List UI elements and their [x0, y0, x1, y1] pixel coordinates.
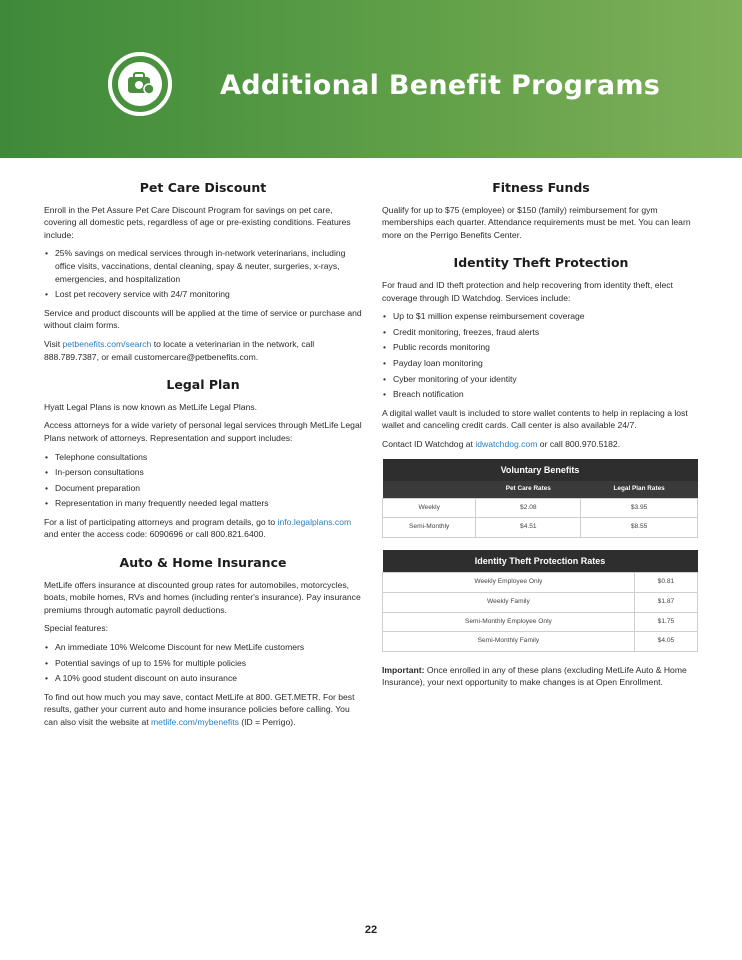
identity-theft-contact: Contact ID Watchdog at idwatchdog.com or call 800.970.5182. [382, 438, 621, 449]
table-cell: Semi-Monthly Employee Only [383, 612, 635, 632]
auto-home-link[interactable]: metlife.com/mybenefits [151, 717, 239, 727]
table-caption: Voluntary Benefits [383, 459, 698, 482]
fitness-p1: Qualify for up to $75 (employee) or $150 (family) reimbursement for gym memberships each quarter. Attendance requirements must be met. You can learn more on the Perrigo Benefits Center. [382, 204, 691, 240]
auto-home-heading: Auto & Home Insurance [119, 555, 287, 571]
table-cell: $0.81 [634, 573, 697, 593]
identity-theft-heading: Identity Theft Protection [453, 255, 629, 271]
identity-theft-rates-table [382, 550, 698, 652]
list-item: • Up to $1 million expense reimbursement coverage [382, 310, 700, 323]
page-number: 22 [364, 924, 378, 936]
table-cell: $3.95 [581, 498, 698, 518]
table-header: Legal Plan Rates [581, 481, 698, 498]
list-item: • Credit monitoring, freezes, fraud alerts [382, 326, 700, 339]
table-cell: $4.05 [634, 632, 697, 652]
list-item: • Cyber monitoring of your identity [382, 373, 700, 386]
table-row [383, 573, 698, 593]
list-item: • Public records monitoring [382, 341, 700, 354]
pet-care-intro: Enroll in the Pet Assure Pet Care Discount Program for savings on pet care, covering all domestic pets, regardless of age or pre-existing conditions. Features include: [44, 204, 351, 240]
identity-theft-p1: For fraud and ID theft protection and help recovering from identity theft, elect coverage through ID Watchdog. Services include: [382, 279, 673, 303]
table-header [383, 481, 476, 498]
identity-theft-p2: A digital wallet vault is included to store wallet contents to help in replacing a lost wallet and canceling credit cards. Call center is also available 24/7. [382, 407, 688, 431]
pet-care-icon [108, 52, 172, 116]
table-row [383, 518, 698, 538]
table-cell: Weekly Family [383, 593, 635, 613]
legal-plan-list [44, 451, 362, 510]
table-cell: Weekly [383, 498, 476, 518]
pet-care-link[interactable]: petbenefits.com/search [62, 338, 152, 349]
page-title: Additional Benefit Programs [220, 70, 661, 101]
table-row [383, 593, 698, 613]
table-cell: Semi-Monthly [383, 518, 476, 538]
list-item: • A 10% good student discount on auto insurance [44, 672, 362, 685]
list-item: • Potential savings of up to 15% for multiple policies [44, 657, 362, 670]
list-item: • Telephone consultations [44, 451, 362, 464]
page-header [0, 0, 742, 158]
table-cell: Weekly Employee Only [383, 573, 635, 593]
list-item: • Lost pet recovery service with 24/7 monitoring [44, 288, 362, 301]
table-cell: $1.75 [634, 612, 697, 632]
table-header: Pet Care Rates [476, 481, 581, 498]
table-row [383, 498, 698, 518]
list-item: • Payday loan monitoring [382, 357, 700, 370]
fitness-heading: Fitness Funds [492, 180, 590, 195]
table-cell: Semi-Monthly Family [383, 632, 635, 652]
table-cell: $2.08 [476, 498, 581, 518]
table-caption: Identity Theft Protection Rates [383, 550, 698, 573]
auto-home-p1: MetLife offers insurance at discounted group rates for automobiles, motorcycles, boats, mobile homes, RVs and homes (including renter's insurance). Pay insurance premiums through automatic payroll deductions. [44, 579, 361, 615]
list-item: • Document preparation [44, 482, 362, 495]
heart-paw-icon [125, 71, 155, 97]
table-cell: $8.55 [581, 518, 698, 538]
important-label: Important: [382, 664, 425, 675]
identity-theft-link[interactable]: idwatchdog.com [475, 438, 538, 449]
list-item: • In-person consultations [44, 466, 362, 479]
legal-plan-p2: Access attorneys for a wide variety of personal legal services through MetLife Legal Plans network of attorneys. Representation and support includes: [44, 420, 362, 443]
list-item: • 25% savings on medical services through in-network veterinarians, including office visits, vaccinations, dental cleaning, spay & neuter, surgeries, x-rays, emergencies, and hospitalization [44, 247, 362, 285]
pet-care-list [44, 247, 362, 300]
legal-plan-p1: Hyatt Legal Plans is now known as MetLife Legal Plans. [44, 401, 258, 412]
important-note: Important: Once enrolled in any of these plans (excluding MetLife Auto & Home Insurance), your next opportunity to make changes is at Open Enrollment. [382, 664, 687, 688]
legal-plan-heading: Legal Plan [166, 377, 240, 393]
legal-plan-link[interactable]: info.legalplans.com [277, 516, 352, 527]
table-cell: $1.87 [634, 593, 697, 613]
table-row [383, 612, 698, 632]
list-item: • Representation in many frequently needed legal matters [44, 497, 362, 510]
identity-theft-list [382, 310, 700, 401]
pet-care-heading: Pet Care Discount [139, 180, 267, 195]
right-column [382, 180, 700, 695]
auto-home-list [44, 641, 362, 685]
auto-home-features-label: Special features: [44, 623, 109, 634]
left-column [44, 180, 362, 735]
auto-home-contact: To find out how much you may save, contact MetLife at 800. GET.METR. For best results, gather your current auto and home insurance policies before calling. You can also visit the website at metlife.com/mybenefits (ID = Perrigo). [44, 691, 355, 727]
table-row [383, 632, 698, 652]
list-item: • An immediate 10% Welcome Discount for new MetLife customers [44, 641, 362, 654]
table-cell: $4.51 [476, 518, 581, 538]
voluntary-benefits-table [382, 459, 698, 538]
legal-plan-contact: For a list of participating attorneys and program details, go to info.legalplans.com and enter the access code: 6090696 or call 800.821.6400. [44, 516, 352, 540]
list-item: • Breach notification [382, 388, 700, 401]
pet-care-note: Service and product discounts will be applied at the time of service or purchase and without claim forms. [44, 307, 362, 331]
pet-care-contact: Visit petbenefits.com/search to locate a veterinarian in the network, call 888.789.7387, or email customercare@petbenefits.com. [44, 338, 315, 362]
